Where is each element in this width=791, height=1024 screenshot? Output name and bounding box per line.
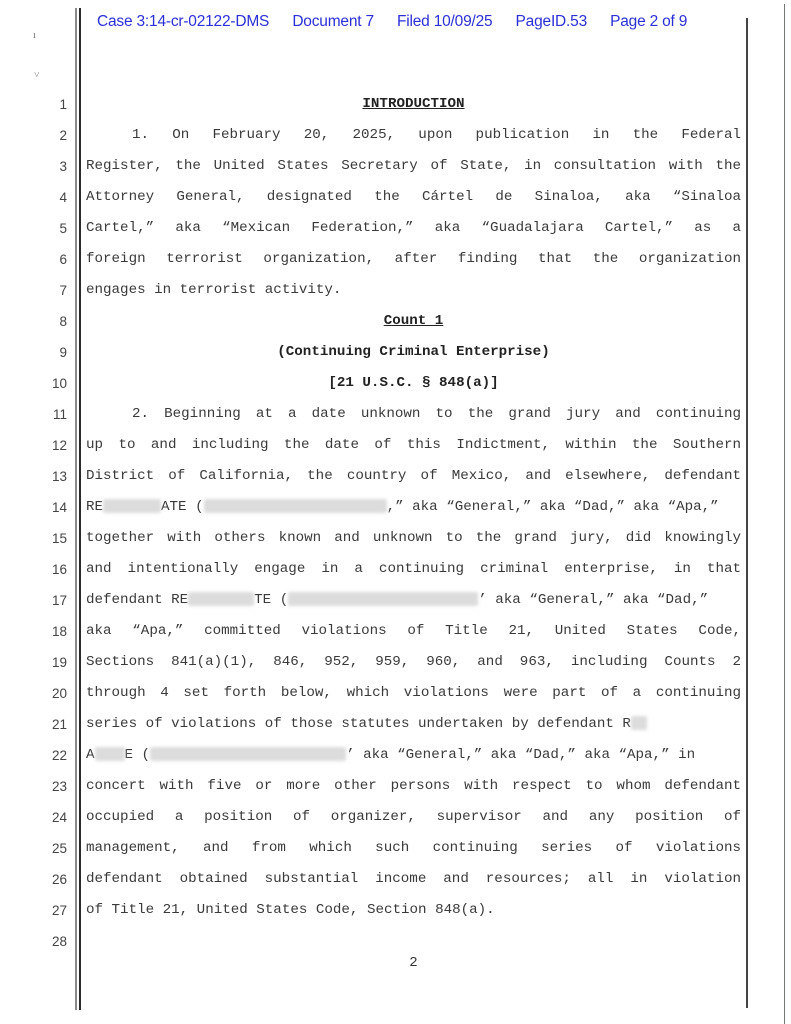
paragraph-line: Cartel,” aka “Mexican Federation,” aka “Guadalajara Cartel,” as a [86,220,741,236]
redaction [103,499,161,513]
line-number: 24 [51,810,67,825]
line-number: 26 [51,872,67,887]
paragraph-line: Sections 841(a)(1), 846, 952, 959, 960, and 963, including Counts 2 [86,654,741,670]
introduction-heading: INTRODUCTION [362,96,465,112]
page-of: Page 2 of 9 [610,13,688,30]
scan-speck: ˅ [34,70,40,81]
case-number: Case 3:14-cr-02122-DMS [97,13,270,30]
paragraph-line: 2. Beginning at a date unknown to the grand jury and continuing [132,406,741,422]
line-number: 17 [51,593,67,608]
right-margin-rule [746,18,748,1008]
text-fragment: ATE ( [161,499,204,515]
text-fragment: ,” aka “General,” aka “Dad,” aka “Apa,” [386,499,719,515]
line-number: 15 [51,531,67,546]
line-number: 12 [51,438,67,453]
line-number: 5 [59,221,67,236]
line-number: 28 [51,934,67,949]
paragraph-line-redacted [86,716,741,732]
line-number: 21 [51,717,67,732]
paragraph-line-redacted [86,592,741,608]
redaction [204,499,387,513]
line-number: 7 [59,283,67,298]
paragraph-line: through 4 set forth below, which violations were part of a continuing [86,685,741,701]
text-fragment: TE ( [254,592,289,608]
redaction [288,592,478,606]
statute-citation: [21 U.S.C. § 848(a)] [328,375,499,391]
paragraph-line: occupied a position of organizer, supervisor and any position of [86,809,741,825]
text-fragment: defendant RE [86,592,189,608]
line-number: 3 [59,159,67,174]
line-number: 4 [59,190,67,205]
paragraph-line: concert with five or more other persons with respect to whom defendant [86,778,741,794]
text-fragment: ’ aka “General,” aka “Dad,” [478,592,709,608]
line-number: 9 [59,345,67,360]
count-subheading: (Continuing Criminal Enterprise) [277,344,550,360]
paragraph-line: District of California, the country of Mexico, and elsewhere, defendant [86,468,741,484]
left-margin-rule [79,8,81,1010]
left-margin-rule [75,8,77,1010]
line-number: 23 [51,779,67,794]
text-fragment: ’ aka “General,” aka “Dad,” aka “Apa,” in [346,747,696,763]
paragraph-line: together with others known and unknown to the grand jury, did knowingly [86,530,741,546]
line-number: 16 [51,562,67,577]
line-number: 6 [59,252,67,267]
line-number: 25 [51,841,67,856]
text-fragment: series of violations of those statutes undertaken by defendant R [86,716,631,732]
line-number: 18 [51,624,67,639]
scan-speck: ı [33,30,36,41]
paragraph-line-redacted [86,747,741,763]
text-fragment: RE [86,499,104,515]
paragraph-line: defendant obtained substantial income and resources; all in violation [86,871,741,887]
line-number: 19 [51,655,67,670]
line-number: 27 [51,903,67,918]
page-edge-rule [784,4,785,1024]
redaction [95,747,125,761]
paragraph-line: foreign terrorist organization, after finding that the organization [86,251,741,267]
paragraph-line: and intentionally engage in a continuing criminal enterprise, in that [86,561,741,577]
page-number: 2 [409,955,418,971]
count-heading: Count 1 [383,313,444,329]
redaction [188,592,254,606]
redaction [631,716,647,730]
paragraph-line: aka “Apa,” committed violations of Title 21, United States Code, [86,623,741,639]
line-number: 11 [52,407,67,422]
filed-date: Filed 10/09/25 [397,13,493,30]
document-number: Document 7 [292,13,374,30]
line-number: 1 [59,97,67,112]
line-number: 20 [51,686,67,701]
paragraph-line: 1. On February 20, 2025, upon publication in the Federal [132,127,741,143]
line-number: 22 [51,748,67,763]
redaction [150,747,346,761]
paragraph-line: engages in terrorist activity. [86,282,342,298]
paragraph-line: up to and including the date of this Indictment, within the Southern [86,437,741,453]
paragraph-line: Register, the United States Secretary of State, in consultation with the [86,158,741,174]
line-number: 10 [51,376,67,391]
paragraph-line-redacted [86,499,741,515]
line-number: 14 [51,500,67,515]
paragraph-line: Attorney General, designated the Cártel de Sinaloa, aka “Sinaloa [86,189,741,205]
text-fragment: A [86,747,95,763]
line-number: 8 [59,314,67,329]
filing-header [97,13,706,31]
line-number: 13 [51,469,67,484]
page-id: PageID.53 [515,13,587,30]
line-number: 2 [59,128,67,143]
paragraph-line: of Title 21, United States Code, Section 848(a). [86,902,495,918]
paragraph-line: management, and from which such continuing series of violations [86,840,741,856]
text-fragment: E ( [124,747,151,763]
